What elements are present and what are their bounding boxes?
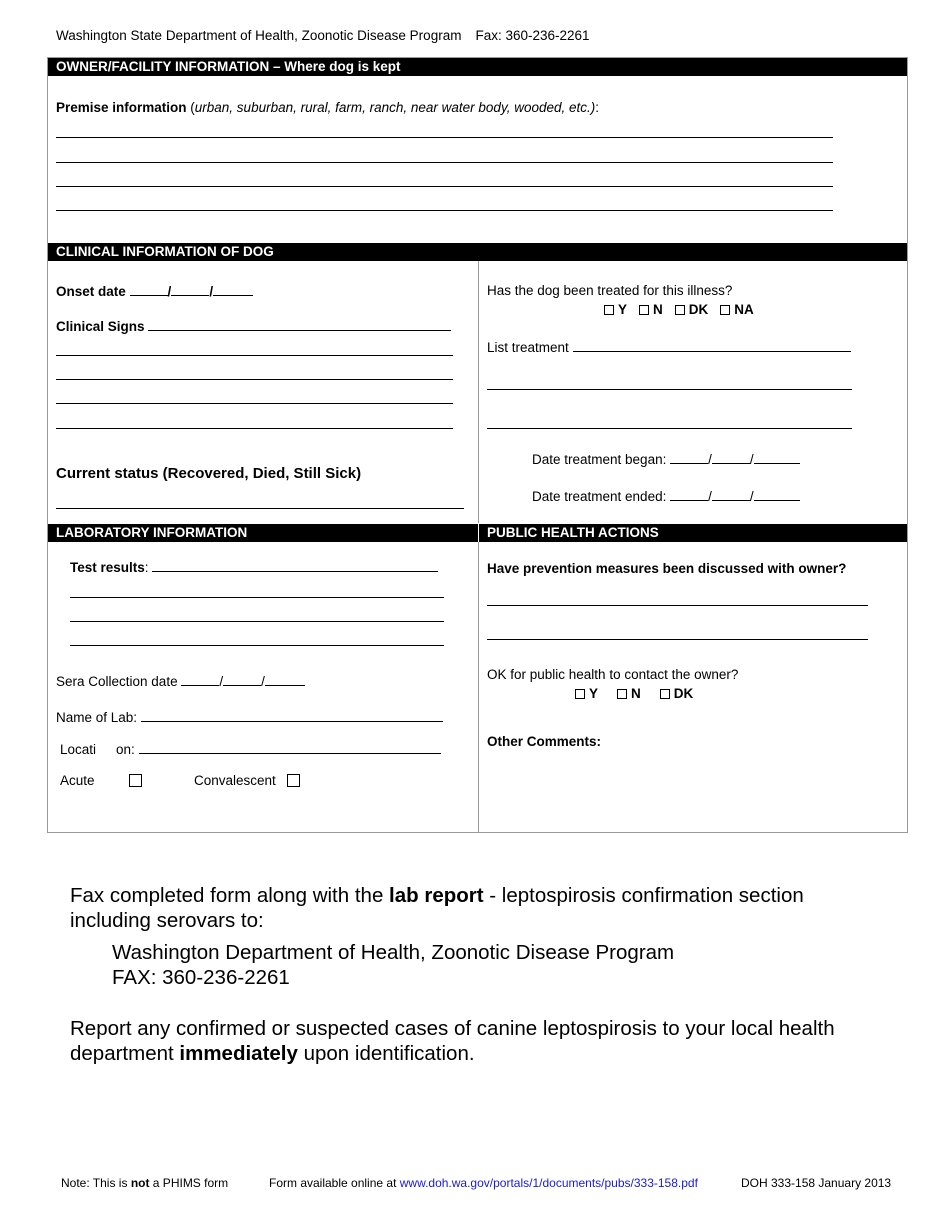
treated-option-dk[interactable]	[675, 302, 709, 318]
acute-option[interactable]	[60, 773, 142, 789]
convalescent-option[interactable]	[194, 773, 300, 789]
premise-line-4[interactable]	[56, 210, 833, 211]
sera-month-field[interactable]	[181, 673, 219, 686]
clinical-signs	[56, 318, 451, 335]
contact-question: OK for public health to contact the owner?	[487, 667, 739, 682]
test-results-line-2[interactable]	[70, 621, 444, 622]
date-ended-label: Date treatment ended:	[532, 489, 667, 504]
date-treatment-ended: Date treatment ended: / /	[532, 488, 800, 505]
treated-option-n-label: N	[653, 302, 663, 317]
report-text-a: Report any confirmed or suspected cases of canine leptospirosis to your local health	[70, 1017, 835, 1040]
clinical-signs-line-4[interactable]	[56, 428, 453, 429]
checkbox-icon	[575, 689, 585, 699]
list-treatment-label: List treatment	[487, 340, 569, 355]
date-treatment-began: Date treatment began: / /	[532, 451, 800, 468]
checkbox-icon	[660, 689, 670, 699]
treated-option-dk-label: DK	[688, 302, 709, 317]
lab-name	[56, 709, 443, 726]
ended-day-field[interactable]	[712, 488, 750, 501]
clinical-signs-label: Clinical Signs	[56, 319, 145, 334]
sera-collection-date: Sera Collection date / /	[56, 673, 305, 690]
prevention-question: Have prevention measures been discussed with owner?	[487, 561, 847, 576]
public-health-bar: PUBLIC HEALTH ACTIONS	[479, 524, 907, 542]
onset-date-label: Onset date	[56, 284, 126, 299]
treated-option-y[interactable]	[604, 302, 627, 318]
page-header	[56, 28, 590, 43]
sera-label: Sera Collection date	[56, 674, 178, 689]
convalescent-checkbox-icon[interactable]	[287, 774, 300, 787]
treated-option-na-label: NA	[734, 302, 754, 317]
lab-location-field[interactable]	[139, 741, 441, 754]
header-fax: Fax: 360-236-2261	[475, 28, 590, 43]
location-label-b: on:	[116, 742, 135, 757]
checkbox-icon	[675, 305, 685, 315]
test-results-line-3[interactable]	[70, 645, 444, 646]
lab-info-bar: LABORATORY INFORMATION	[48, 524, 478, 542]
current-status-label: Current status (Recovered, Died, Still Sick)	[56, 465, 362, 482]
premise-hint: urban, suburban, rural, farm, ranch, near water body, wooded, etc.)	[194, 100, 596, 115]
clinical-signs-line-3[interactable]	[56, 403, 453, 404]
treated-option-na[interactable]	[720, 302, 754, 318]
contact-option-y-label: Y	[589, 686, 599, 701]
footer-note	[61, 1176, 228, 1190]
fax-instructions	[70, 883, 804, 933]
contact-option-n-label: N	[631, 686, 641, 701]
test-results-field[interactable]	[152, 559, 438, 572]
treated-question: Has the dog been treated for this illness?	[487, 283, 733, 298]
dept-contact	[112, 940, 674, 990]
test-results-label: Test results	[70, 560, 145, 575]
current-status-line[interactable]	[56, 508, 464, 509]
premise-paren: (	[186, 100, 195, 115]
report-text-bold: immediately	[179, 1042, 298, 1065]
lab-divider	[478, 542, 479, 833]
treatment-line-1[interactable]	[487, 389, 852, 390]
checkbox-icon	[604, 305, 614, 315]
treated-option-y-label: Y	[618, 302, 628, 317]
contact-options	[575, 686, 705, 702]
dept-name: Washington Department of Health, Zoonotic Disease Program	[112, 941, 675, 964]
test-results-line-1[interactable]	[70, 597, 444, 598]
contact-option-dk[interactable]	[660, 686, 694, 702]
began-year-field[interactable]	[754, 451, 800, 464]
test-results-colon: :	[144, 560, 149, 575]
contact-option-n[interactable]	[617, 686, 641, 702]
form-box	[47, 57, 908, 833]
premise-line-1[interactable]	[56, 137, 833, 138]
report-text-c: upon identification.	[297, 1042, 475, 1065]
fax-text-b: - leptospirosis confirmation section	[483, 884, 804, 907]
began-month-field[interactable]	[670, 451, 708, 464]
footer-note-bold: not	[130, 1176, 150, 1190]
date-began-label: Date treatment began:	[532, 452, 667, 467]
contact-option-y[interactable]	[575, 686, 598, 702]
premise-label: Premise information	[56, 100, 187, 115]
contact-option-dk-label: DK	[673, 686, 694, 701]
owner-facility-bar: OWNER/FACILITY INFORMATION – Where dog is kept	[48, 58, 907, 76]
report-instructions	[70, 1016, 835, 1066]
ended-year-field[interactable]	[754, 488, 800, 501]
checkbox-icon	[617, 689, 627, 699]
premise-line-3[interactable]	[56, 186, 833, 187]
clinical-signs-field[interactable]	[148, 318, 451, 331]
sera-day-field[interactable]	[223, 673, 261, 686]
clinical-signs-line-2[interactable]	[56, 379, 453, 380]
lab-name-field[interactable]	[141, 709, 443, 722]
other-comments-label: Other Comments:	[487, 734, 602, 749]
acute-checkbox-icon[interactable]	[129, 774, 142, 787]
acute-label: Acute	[60, 773, 95, 788]
other-comments-field[interactable]	[487, 754, 897, 824]
premise-info-label	[56, 100, 599, 116]
footer-note-a: Note: This is	[61, 1176, 131, 1190]
premise-colon: :	[595, 100, 600, 115]
fax-text-c: including serovars to:	[70, 909, 264, 932]
treated-option-n[interactable]	[639, 302, 663, 318]
footer-online-label: Form available online at	[269, 1176, 400, 1190]
began-day-field[interactable]	[712, 451, 750, 464]
fax-text-a: Fax completed form along with the	[70, 884, 390, 907]
prevention-line-1[interactable]	[487, 605, 868, 606]
ended-month-field[interactable]	[670, 488, 708, 501]
report-text-b: department	[70, 1042, 180, 1065]
header-org: Washington State Department of Health, Zoonotic Disease Program	[56, 28, 462, 43]
clinical-divider	[478, 261, 479, 523]
convalescent-label: Convalescent	[194, 773, 276, 788]
sera-year-field[interactable]	[265, 673, 305, 686]
treatment-line-2[interactable]	[487, 428, 852, 429]
test-results	[70, 559, 438, 576]
footer-url-link[interactable]: www.doh.wa.gov/portals/1/documents/pubs/333-158.pdf	[399, 1176, 698, 1190]
footer-note-b: a PHIMS form	[149, 1176, 229, 1190]
clinical-signs-line-1[interactable]	[56, 355, 453, 356]
list-treatment-field[interactable]	[573, 339, 851, 352]
checkbox-icon	[639, 305, 649, 315]
footer-online	[269, 1176, 698, 1190]
fax-text-bold: lab report	[389, 884, 484, 907]
onset-month-field[interactable]	[130, 283, 168, 296]
onset-year-field[interactable]	[213, 283, 253, 296]
onset-day-field[interactable]	[171, 283, 209, 296]
list-treatment	[487, 339, 851, 356]
treated-options	[604, 302, 766, 318]
onset-date: Onset date / /	[56, 283, 253, 300]
premise-line-2[interactable]	[56, 162, 833, 163]
location-label-a: Locati	[60, 742, 97, 757]
checkbox-icon	[720, 305, 730, 315]
dept-fax: FAX: 360-236-2261	[112, 966, 290, 989]
lab-name-label: Name of Lab:	[56, 710, 138, 725]
footer-form-id: DOH 333-158 January 2013	[741, 1176, 892, 1190]
clinical-info-bar: CLINICAL INFORMATION OF DOG	[48, 243, 907, 261]
lab-location	[60, 741, 441, 758]
prevention-line-2[interactable]	[487, 639, 868, 640]
